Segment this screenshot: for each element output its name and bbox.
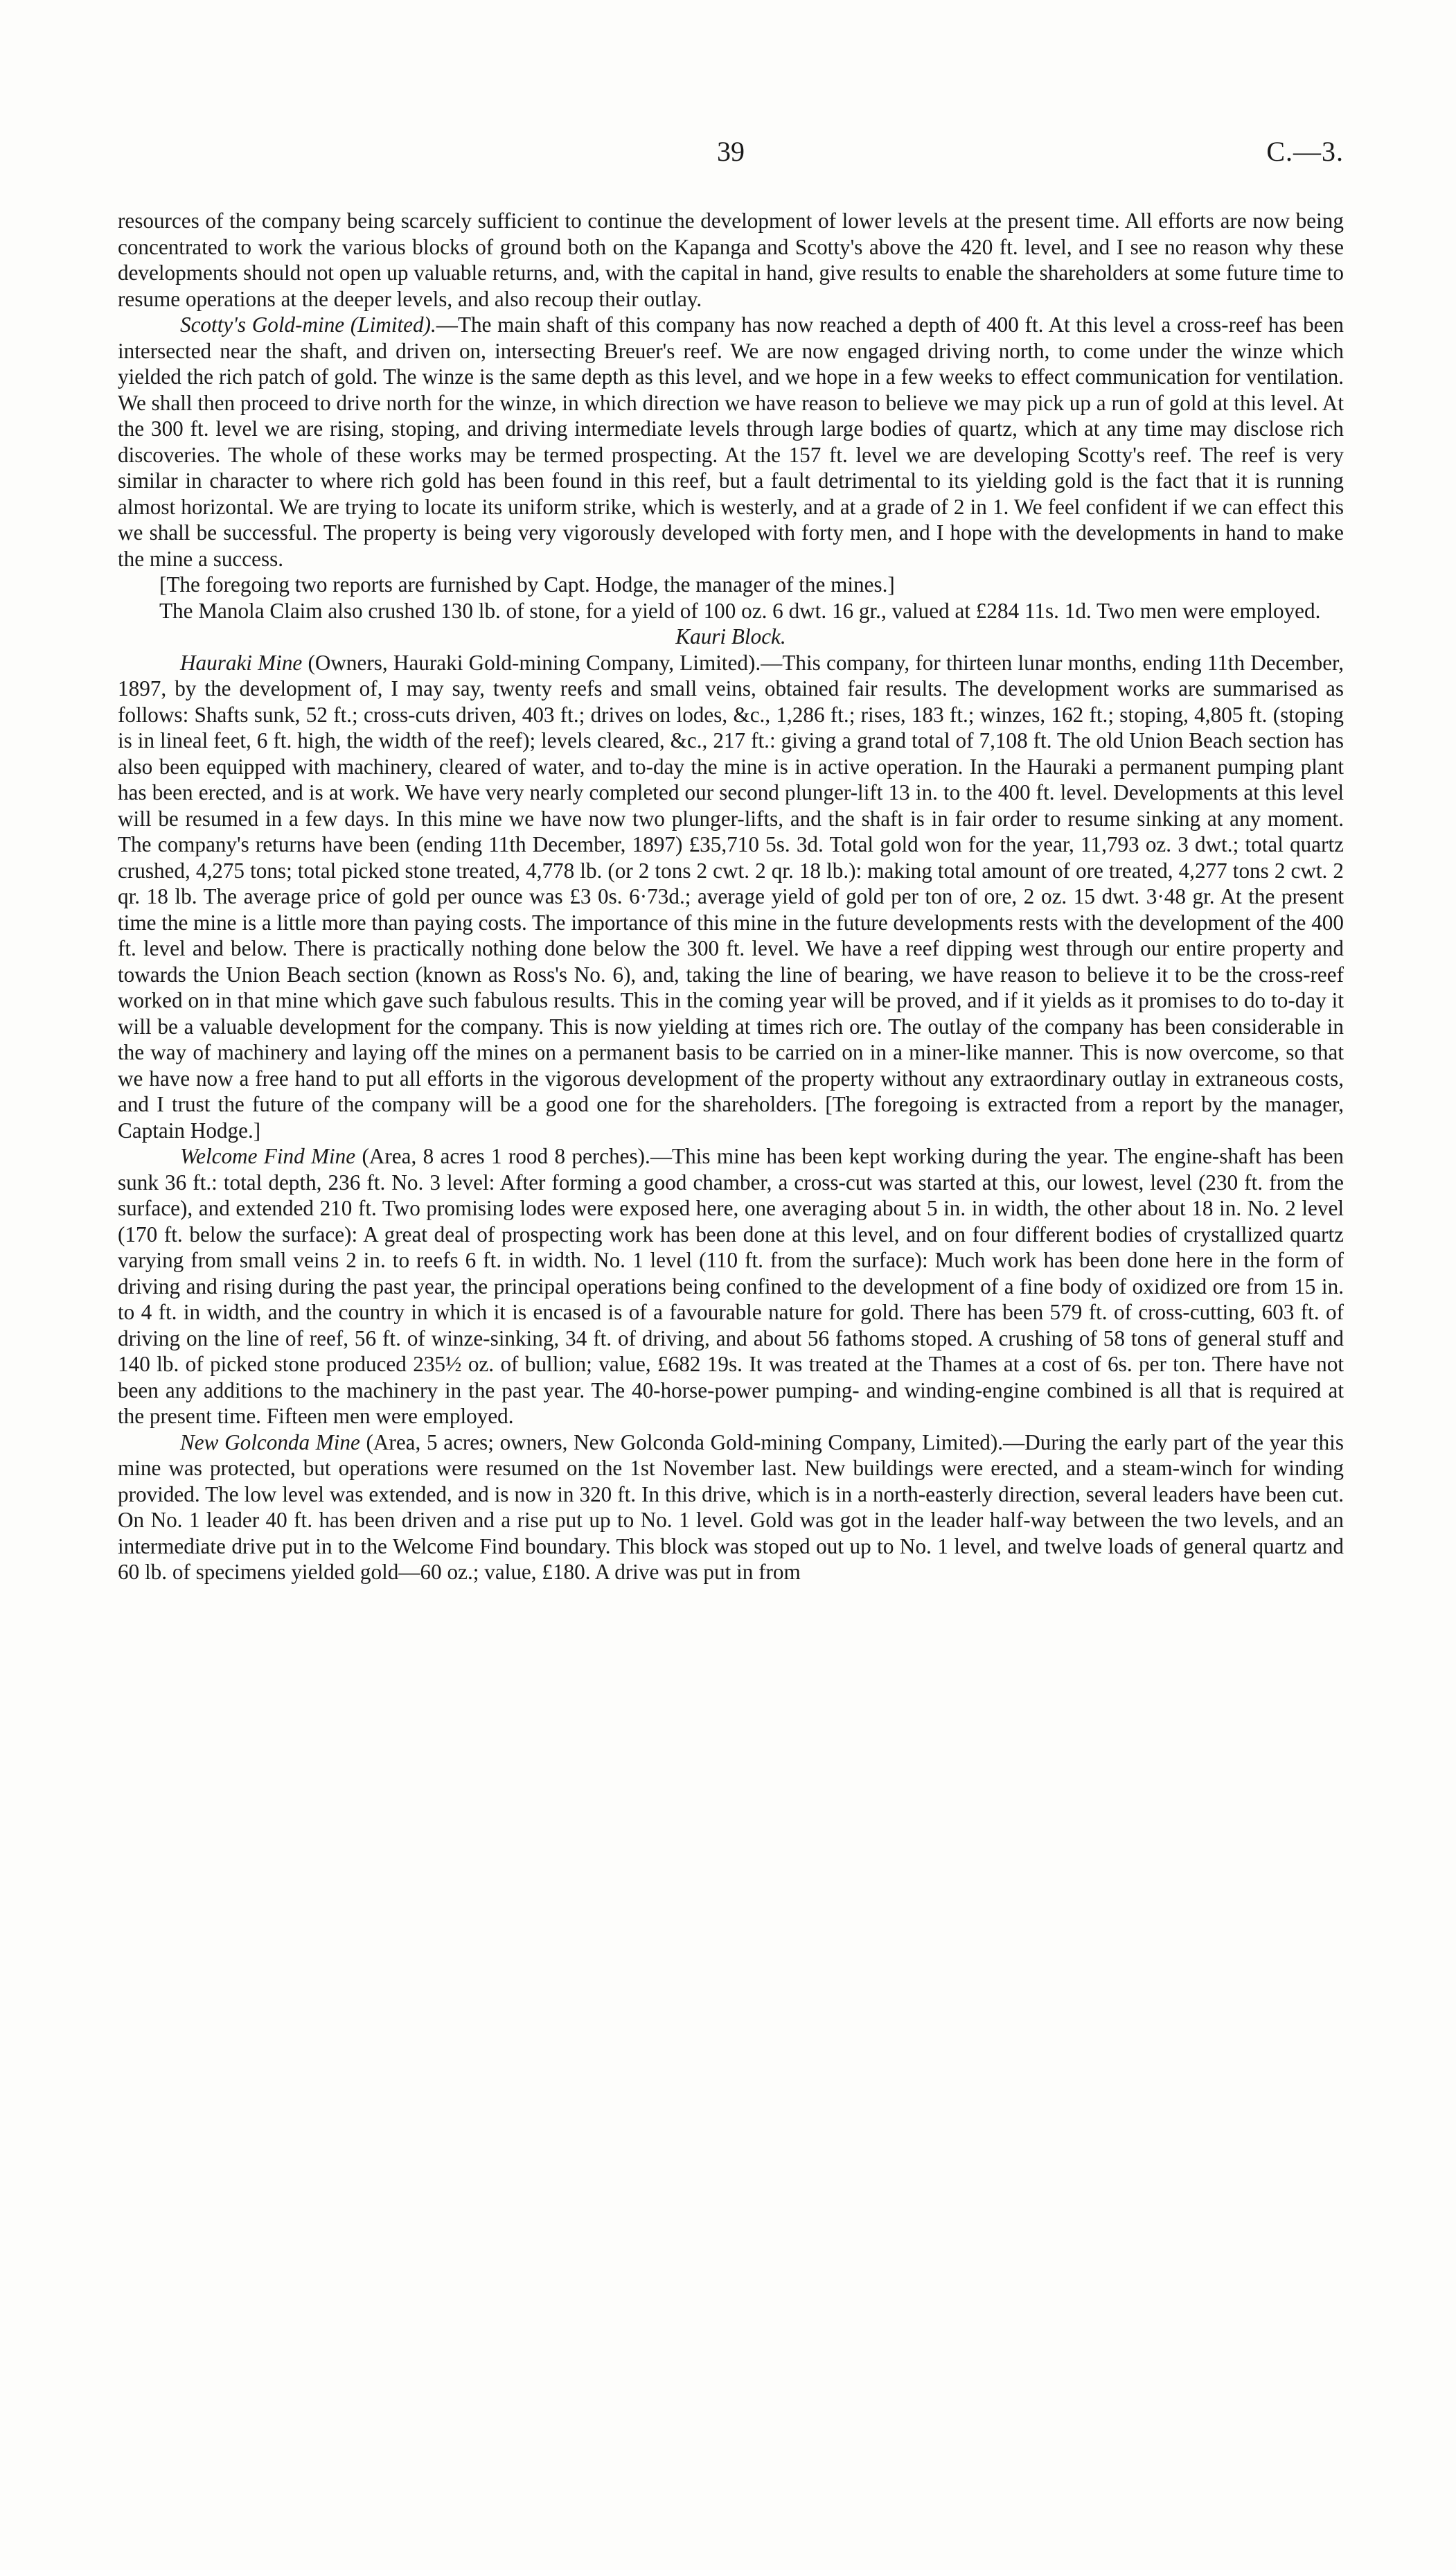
paragraph-hauraki-mine bbox=[118, 650, 1344, 1144]
paragraph-manola-claim: The Manola Claim also crushed 130 lb. of stone, for a yield of 100 oz. 6 dwt. 16 gr., valued at £284 11s. 1d. Two men were employed. bbox=[159, 598, 1321, 623]
paragraph-continuation: resources of the company being scarcely sufficient to continue the development of lower levels at the present time. All efforts are now being concentrated to work the various blocks of ground both on the Kapanga and Scotty's above the 420 ft. level, and I see no reason why these developments should not open up valuable returns, and, with the capital in hand, give results to enable the shareholders at some future time to resume operations at the deeper levels, and also recoup their outlay. bbox=[118, 209, 1344, 311]
body-text bbox=[118, 208, 1344, 1585]
page-number: 39 bbox=[717, 136, 745, 167]
paragraph-new-golconda-body: (Area, 5 acres; owners, New Golconda Gold-mining Company, Limited).—During the early part of the year this mine was protected, but operations were resumed on the 1st November last. New buildings were erected, and a steam-winch for winding provided. The low level was extended, and is now in 320 ft. In this drive, which is in a north-easterly direction, several leaders have been cut. On No. 1 leader 40 ft. has been driven and a rise put up to No. 1 level. Gold was got in the leader half-way between the two levels, and an intermediate drive put in to the Welcome Find boundary. This block was stoped out up to No. 1 level, and twelve loads of general quartz and 60 lb. of specimens yielded gold—60 oz.; value, £180. A drive was put in from bbox=[118, 1429, 1344, 1584]
page-header bbox=[118, 135, 1344, 177]
paragraph-hauraki-body: (Owners, Hauraki Gold-mining Company, Limited).—This company, for thirteen lunar months, ending 11th December, 1897, by the development of, I may say, twenty reefs and small veins, obtained fair results. The development works are summarised as follows: Shafts sunk, 52 ft.; cross-cuts driven, 403 ft.; drives on lodes, &c., 1,286 ft.; rises, 183 ft.; winzes, 162 ft.; stoping, 4,805 ft. (stoping is in lineal feet, 6 ft. high, the width of the reef); levels cleared, &c., 217 ft.: giving a grand total of 7,108 ft. The old Union Beach section has also been equipped with machinery, cleared of water, and to-day the mine is in active operation. In the Hauraki a permanent pumping plant has been erected, and is at work. We have very nearly completed our second plunger-lift 13 in. to the 400 ft. level. Developments at this level will be resumed in a few days. In this mine we have now two plunger-lifts, and the shaft is in fair order to resume sinking at any moment. The company's returns have been (ending 11th December, 1897) £35,710 5s. 3d. Total gold won for the year, 11,793 oz. 3 dwt.; total quartz crushed, 4,275 tons; total picked stone treated, 4,778 lb. (or 2 tons 2 cwt. 2 qr. 18 lb.): making total amount of ore treated, 4,277 tons 2 cwt. 2 qr. 18 lb. The average price of gold per ounce was £3 0s. 6·73d.; average yield of gold per ton of ore, 2 oz. 15 dwt. 3·48 gr. At the present time the mine is a little more than paying costs. The importance of this mine in the future developments rests with the development of the 400 ft. level and below. There is practically nothing done below the 300 ft. level. We have a reef dipping west through our entire property and towards the Union Beach section (known as Ross's No. 6), and, taking the line of bearing, we have reason to believe it to be the cross-reef worked on in that mine which gave such fabulous results. This in the coming year will be proved, and if it yields as it promises to do to-day it will be a valuable development for the company. This is now yielding at times rich ore. The outlay of the company has been considerable in the way of machinery and laying off the mines on a permanent basis to be carried on in a miner-like manner. This is now overcome, so that we have now a free hand to put all efforts in the vigorous development of the property without any extraordinary outlay in extraneous costs, and I trust the future of the company will be a good one for the shareholders. [The foregoing is extracted from a report by the manager, Captain Hodge.] bbox=[118, 650, 1344, 1143]
paragraph-scottys-body: —The main shaft of this company has now reached a depth of 400 ft. At this level a cross-reef has been intersected near the shaft, and driven on, intersecting Breuer's reef. We are now engaged driving north, to come under the winze which yielded the rich patch of gold. The winze is the same depth as this level, and we hope in a few weeks to effect communication for ventilation. We shall then proceed to drive north for the winze, in which direction we have reason to believe we may pick up a run of gold at this level. At the 300 ft. level we are rising, stoping, and driving intermediate levels through large bodies of quartz, which at any time may disclose rich discoveries. The whole of these works may be termed prospecting. At the 157 ft. level we are developing Scotty's reef. The reef is very similar in character to where rich gold has been found in this reef, but a fault detrimental to its yielding gold is the fact that it is running almost horizontal. We are trying to locate its uniform strike, which is westerly, and at a grade of 2 in 1. We feel confident if we can effect this we shall be successful. The property is being very vigorously developed with forty men, and I hope with the developments in hand to make the mine a success. bbox=[118, 313, 1344, 571]
document-reference: C.—3. bbox=[1266, 136, 1344, 167]
paragraph-foregoing-note: [The foregoing two reports are furnished by Capt. Hodge, the manager of the mines.] bbox=[159, 572, 895, 597]
mine-title-welcome-find: Welcome Find Mine bbox=[180, 1144, 356, 1168]
paragraph-scottys-gold-mine bbox=[118, 312, 1344, 572]
section-heading-kauri-block: Kauri Block. bbox=[675, 624, 786, 649]
mine-title-new-golconda: New Golconda Mine bbox=[180, 1429, 360, 1454]
paragraph-welcome-find-body: (Area, 8 acres 1 rood 8 perches).—This mine has been kept working during the year. The engine-shaft has been sunk 36 ft.: total depth, 236 ft. No. 3 level: After forming a good chamber, a cross-cut was started at this, our lowest, level (230 ft. from the surface), and extended 210 ft. Two promising lodes were exposed here, one averaging about 5 in. in width, the other about 18 in. No. 2 level (170 ft. below the surface): A great deal of prospecting work has been done at this level, and on four different bodies of crystallized quartz varying from small veins 2 in. to reefs 6 ft. in width. No. 1 level (110 ft. from the surface): Much work has been done here in the form of driving and rising during the past year, the principal operations being confined to the development of a fine body of oxidized ore from 15 in. to 4 ft. in width, and the country in which it is encased is of a favourable nature for gold. There has been 579 ft. of cross-cutting, 603 ft. of driving on the line of reef, 56 ft. of winze-sinking, 34 ft. of driving, and about 56 fathoms stoped. A crushing of 58 tons of general stuff and 140 lb. of picked stone produced 235½ oz. of bullion; value, £682 19s. It was treated at the Thames at a cost of 6s. per ton. There have not been any additions to the machinery in the past year. The 40-horse-power pumping- and winding-engine combined is all that is required at the present time. Fifteen men were employed. bbox=[118, 1144, 1344, 1428]
mine-title-hauraki: Hauraki Mine bbox=[180, 650, 303, 675]
mine-title-scottys: Scotty's Gold-mine (Limited). bbox=[180, 313, 436, 337]
paragraph-new-golconda-mine bbox=[118, 1429, 1344, 1585]
paragraph-welcome-find-mine bbox=[118, 1143, 1344, 1429]
